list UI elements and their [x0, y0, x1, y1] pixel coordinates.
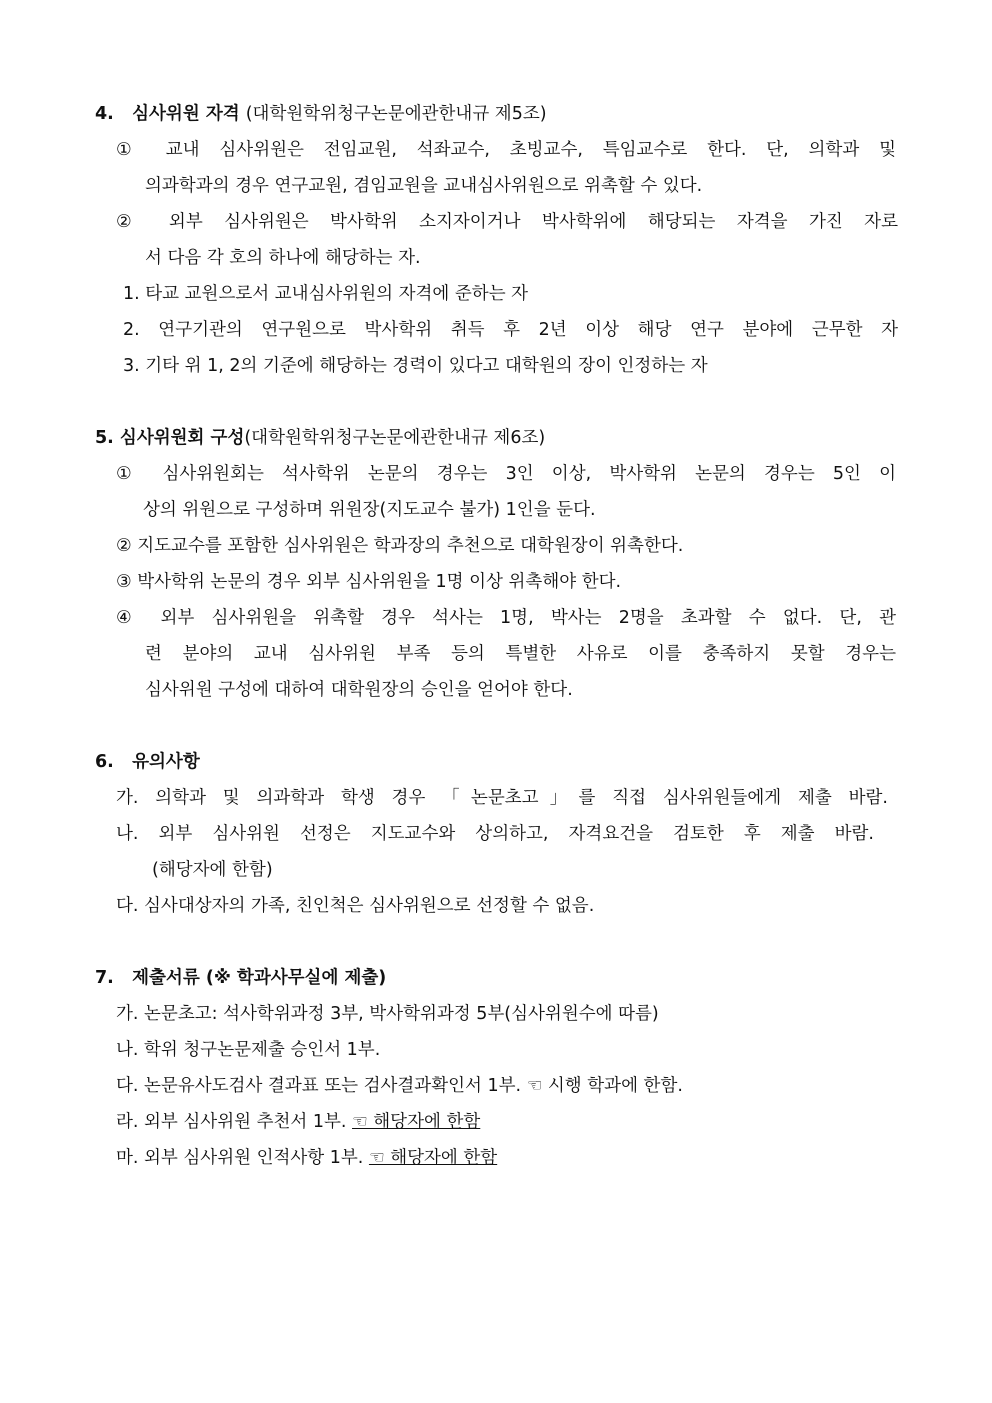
- section-7-item-ra-text: 라. 외부 심사위원 추천서 1부.: [116, 1112, 353, 1132]
- section-5-item-2: ② 지도교수를 포함한 심사위원은 학과장의 추천으로 대학원장이 위촉한다.: [116, 536, 684, 556]
- section-5-heading: [95, 426, 932, 450]
- section-5-number: 5.: [95, 428, 114, 448]
- section-5-item-1-line-1: ① 심사위원회는 석사학위 논문의 경우는 3인 이상, 박사학위 논문의 경우는 5인 이: [116, 464, 896, 484]
- section-4-sub-item-2: 2. 연구기관의 연구원으로 박사학위 취득 후 2년 이상 해당 연구 분야에 근무한 자: [123, 320, 898, 340]
- section-4-item-1-line-1: ① 교내 심사위원은 전임교원, 석좌교수, 초빙교수, 특임교수로 한다. 단, 의학과 및: [116, 140, 896, 160]
- section-4-sub-item-1: 1. 타교 교원으로서 교내심사위원의 자격에 준하는 자: [123, 284, 529, 304]
- section-4-sub-item-3: 3. 기타 위 1, 2의 기준에 해당하는 경력이 있다고 대학원의 장이 인정하는 자: [123, 356, 708, 376]
- section-7-item-ga: 가. 논문초고: 석사학위과정 3부, 박사학위과정 5부(심사위원수에 따름): [116, 1004, 659, 1024]
- section-7-heading: [95, 966, 932, 990]
- section-5-item-1-line-2: 상의 위원으로 구성하며 위원장(지도교수 불가) 1인을 둔다.: [143, 500, 596, 520]
- section-6-item-na-line-2: (해당자에 한함): [152, 860, 273, 880]
- section-4-item-2-line-1: ② 외부 심사위원은 박사학위 소지자이거나 박사학위에 해당되는 자격을 가진 자로: [116, 212, 898, 232]
- section-5-item-4-line-3: 심사위원 구성에 대하여 대학원장의 승인을 얻어야 한다.: [145, 680, 573, 700]
- section-5-item-4-line-2: 련 분야의 교내 심사위원 부족 등의 특별한 사유로 이를 충족하지 못할 경우는: [145, 644, 896, 664]
- section-5-item-3: ③ 박사학위 논문의 경우 외부 심사위원을 1명 이상 위촉해야 한다.: [116, 572, 622, 592]
- section-5-title: 심사위원회 구성: [119, 428, 245, 448]
- section-6-item-ga: 가. 의학과 및 의과학과 학생 경우 「논문초고」를 직접 심사위원들에게 제출 바람.: [116, 788, 888, 808]
- section-5-reference: (대학원학위청구논문에관한내규 제6조): [244, 428, 546, 448]
- section-7-item-ra-note: ☜ 해당자에 한함: [352, 1112, 481, 1132]
- section-7-item-ma-note: ☜ 해당자에 한함: [368, 1148, 498, 1168]
- section-6-item-na-line-1: 나. 외부 심사위원 선정은 지도교수와 상의하고, 자격요건을 검토한 후 제출 바람.: [116, 824, 874, 844]
- section-7-title: 제출서류 (※ 학과사무실에 제출): [132, 968, 387, 988]
- section-4-heading: [95, 102, 932, 126]
- section-7-item-ra: [116, 1110, 932, 1134]
- section-6-item-da: 다. 심사대상자의 가족, 친인척은 심사위원으로 선정할 수 없음.: [116, 896, 595, 916]
- section-7-item-ma-text: 마. 외부 심사위원 인적사항 1부.: [116, 1148, 369, 1168]
- section-7-number: 7.: [95, 968, 114, 988]
- section-7-item-na: 나. 학위 청구논문제출 승인서 1부.: [116, 1040, 381, 1060]
- section-4-reference: (대학원학위청구논문에관한내규 제5조): [245, 104, 547, 124]
- section-4-item-2-line-2: 서 다음 각 호의 하나에 해당하는 자.: [145, 248, 421, 268]
- section-4-number: 4.: [95, 104, 114, 124]
- section-6-heading: [95, 750, 932, 774]
- section-5-item-4-line-1: ④ 외부 심사위원을 위촉할 경우 석사는 1명, 박사는 2명을 초과할 수 없다. 단, 관: [116, 608, 897, 628]
- section-7-item-ma: [116, 1146, 932, 1170]
- section-6-title: 유의사항: [132, 752, 200, 772]
- section-7-item-da: 다. 논문유사도검사 결과표 또는 검사결과확인서 1부. ☜ 시행 학과에 한함.: [116, 1076, 683, 1096]
- section-4-title: 심사위원 자격: [132, 104, 240, 124]
- section-4-item-1-line-2: 의과학과의 경우 연구교원, 겸임교원을 교내심사위원으로 위촉할 수 있다.: [145, 176, 703, 196]
- section-6-number: 6.: [95, 752, 114, 772]
